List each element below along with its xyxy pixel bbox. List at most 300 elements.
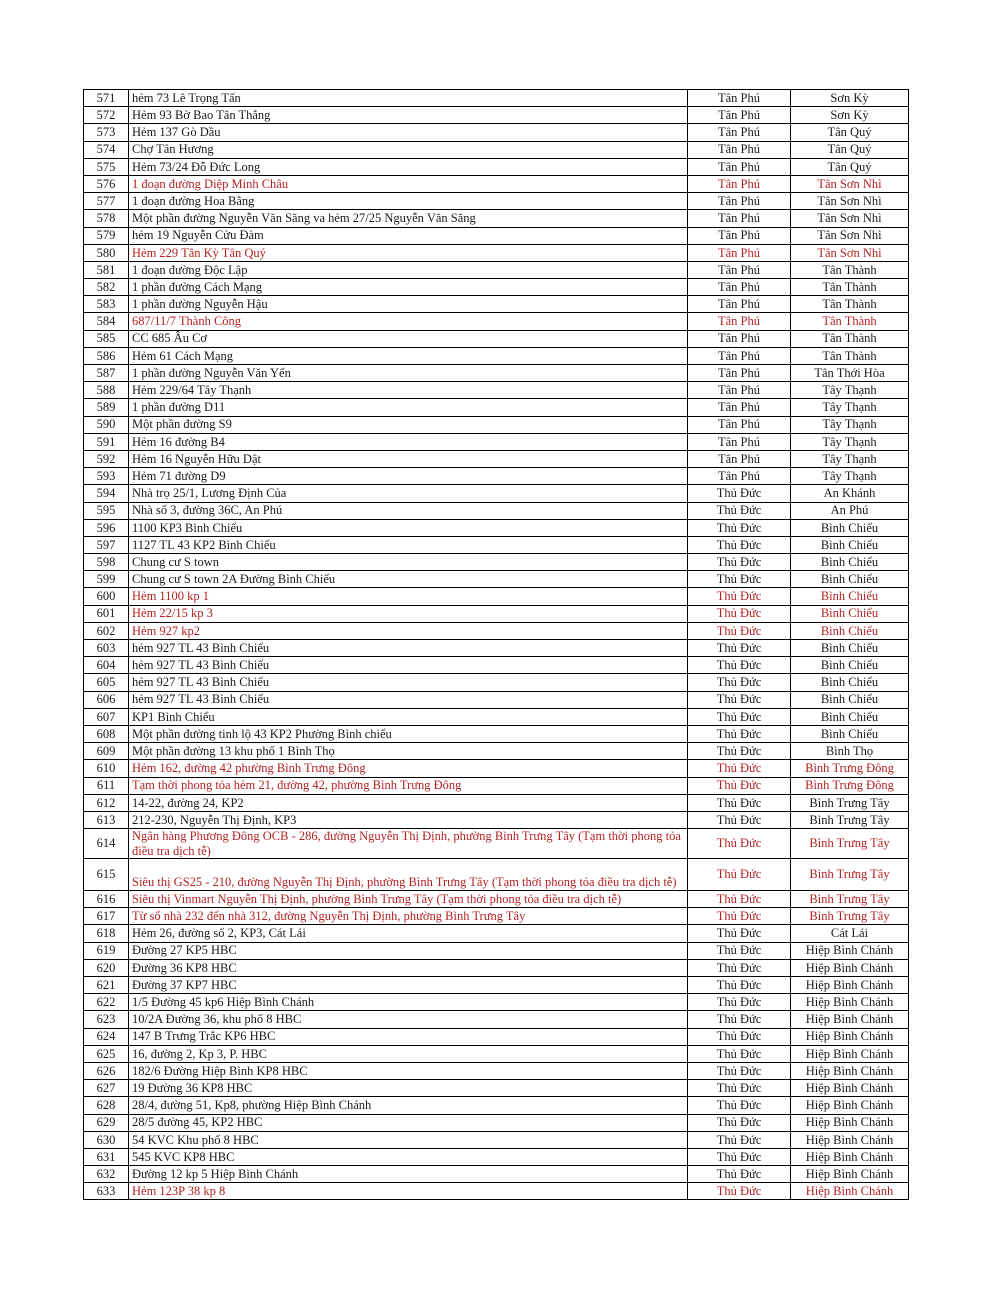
- ward-cell: Tân Thành: [791, 261, 909, 278]
- district-cell: Thủ Đức: [688, 691, 791, 708]
- row-number-cell: 614: [84, 829, 129, 859]
- district-cell: Thủ Đức: [688, 1011, 791, 1028]
- table-row: [84, 708, 909, 725]
- row-number-cell: 587: [84, 365, 129, 382]
- ward-cell: Hiệp Bình Chánh: [791, 1011, 909, 1028]
- location-cell: Hẻm 162, đường 42 phường Bình Trưng Đông: [129, 760, 688, 777]
- ward-cell: Tân Sơn Nhì: [791, 227, 909, 244]
- district-cell: Tân Phú: [688, 399, 791, 416]
- location-cell: hẻm 927 TL 43 Bình Chiểu: [129, 657, 688, 674]
- location-cell: 1100 KP3 Bình Chiểu: [129, 519, 688, 536]
- location-cell: Hẻm 123P 38 kp 8: [129, 1183, 688, 1200]
- row-number-cell: 621: [84, 977, 129, 994]
- district-cell: Thủ Đức: [688, 708, 791, 725]
- row-number-cell: 630: [84, 1131, 129, 1148]
- location-cell: 545 KVC KP8 HBC: [129, 1148, 688, 1165]
- quarantine-locations-table: [83, 89, 909, 1200]
- location-cell: Một phần đường Nguyễn Văn Săng va hẻm 27/25 Nguyễn Văn Săng: [129, 210, 688, 227]
- district-cell: Tân Phú: [688, 124, 791, 141]
- table-row: [84, 691, 909, 708]
- district-cell: Thủ Đức: [688, 743, 791, 760]
- location-cell: Đường 27 KP5 HBC: [129, 942, 688, 959]
- table-row: [84, 107, 909, 124]
- district-cell: Tân Phú: [688, 90, 791, 107]
- table-row: [84, 925, 909, 942]
- table-row: [84, 175, 909, 192]
- table-row: [84, 502, 909, 519]
- ward-cell: Bình Trưng Tây: [791, 891, 909, 908]
- ward-cell: Bình Chiểu: [791, 588, 909, 605]
- row-number-cell: 600: [84, 588, 129, 605]
- table-row: [84, 674, 909, 691]
- ward-cell: Hiệp Bình Chánh: [791, 1045, 909, 1062]
- ward-cell: Tân Sơn Nhì: [791, 244, 909, 261]
- location-cell: Hẻm 26, đường số 2, KP3, Cát Lái: [129, 925, 688, 942]
- row-number-cell: 584: [84, 313, 129, 330]
- district-cell: Thủ Đức: [688, 674, 791, 691]
- location-cell: Hẻm 61 Cách Mạng: [129, 347, 688, 364]
- row-number-cell: 590: [84, 416, 129, 433]
- table-row: [84, 811, 909, 828]
- row-number-cell: 582: [84, 279, 129, 296]
- row-number-cell: 575: [84, 158, 129, 175]
- row-number-cell: 616: [84, 891, 129, 908]
- location-cell: Hẻm 73/24 Đỗ Đức Long: [129, 158, 688, 175]
- table-row: [84, 485, 909, 502]
- table-row: [84, 760, 909, 777]
- ward-cell: Bình Chiểu: [791, 725, 909, 742]
- row-number-cell: 586: [84, 347, 129, 364]
- table-row: [84, 1183, 909, 1200]
- ward-cell: Hiệp Bình Chánh: [791, 1183, 909, 1200]
- district-cell: Thủ Đức: [688, 622, 791, 639]
- ward-cell: Tây Thạnh: [791, 450, 909, 467]
- table-row: [84, 399, 909, 416]
- table-row: [84, 794, 909, 811]
- table-row: [84, 891, 909, 908]
- location-cell: hẻm 73 Lê Trọng Tấn: [129, 90, 688, 107]
- district-cell: Tân Phú: [688, 313, 791, 330]
- table-row: [84, 141, 909, 158]
- location-cell: Hẻm 16 Nguyễn Hữu Dật: [129, 450, 688, 467]
- location-cell: Đường 36 KP8 HBC: [129, 959, 688, 976]
- district-cell: Tân Phú: [688, 227, 791, 244]
- row-number-cell: 574: [84, 141, 129, 158]
- district-cell: Thủ Đức: [688, 1183, 791, 1200]
- location-cell: 1 phần đường D11: [129, 399, 688, 416]
- district-cell: Thủ Đức: [688, 485, 791, 502]
- row-number-cell: 603: [84, 640, 129, 657]
- row-number-cell: 599: [84, 571, 129, 588]
- row-number-cell: 610: [84, 760, 129, 777]
- location-cell: Chung cư S town 2A Đường Bình Chiểu: [129, 571, 688, 588]
- table-row: [84, 90, 909, 107]
- district-cell: Thủ Đức: [688, 1028, 791, 1045]
- row-number-cell: 631: [84, 1148, 129, 1165]
- location-cell: 212-230, Nguyễn Thị Định, KP3: [129, 811, 688, 828]
- ward-cell: Bình Chiểu: [791, 571, 909, 588]
- location-cell: 1/5 Đường 45 kp6 Hiệp Bình Chánh: [129, 994, 688, 1011]
- row-number-cell: 617: [84, 908, 129, 925]
- location-cell: Một phần đường S9: [129, 416, 688, 433]
- district-cell: Tân Phú: [688, 175, 791, 192]
- table-row: [84, 554, 909, 571]
- ward-cell: Tân Sơn Nhì: [791, 175, 909, 192]
- row-number-cell: 612: [84, 794, 129, 811]
- ward-cell: Bình Chiểu: [791, 708, 909, 725]
- table-row: [84, 210, 909, 227]
- location-cell: Siêu thị Vinmart Nguyễn Thị Định, phường Bình Trưng Tây (Tạm thời phong tỏa điều tra dịch tễ): [129, 891, 688, 908]
- district-cell: Tân Phú: [688, 244, 791, 261]
- ward-cell: Tân Thành: [791, 330, 909, 347]
- ward-cell: Bình Chiểu: [791, 519, 909, 536]
- location-cell: 28/4, đường 51, Kp8, phường Hiệp Bình Chánh: [129, 1097, 688, 1114]
- district-cell: Tân Phú: [688, 261, 791, 278]
- ward-cell: Hiệp Bình Chánh: [791, 1097, 909, 1114]
- row-number-cell: 609: [84, 743, 129, 760]
- location-cell: 182/6 Đường Hiệp Bình KP8 HBC: [129, 1062, 688, 1079]
- row-number-cell: 611: [84, 777, 129, 794]
- table-row: [84, 777, 909, 794]
- table-row: [84, 605, 909, 622]
- row-number-cell: 626: [84, 1062, 129, 1079]
- district-cell: Tân Phú: [688, 330, 791, 347]
- table-row: [84, 158, 909, 175]
- location-cell: Từ số nhà 232 đến nhà 312, đường Nguyễn Thị Định, phường Bình Trưng Tây: [129, 908, 688, 925]
- district-cell: Thủ Đức: [688, 994, 791, 1011]
- row-number-cell: 619: [84, 942, 129, 959]
- district-cell: Thủ Đức: [688, 640, 791, 657]
- location-cell: Hẻm 229/64 Tây Thạnh: [129, 382, 688, 399]
- ward-cell: Hiệp Bình Chánh: [791, 1148, 909, 1165]
- location-cell: 10/2A Đường 36, khu phố 8 HBC: [129, 1011, 688, 1028]
- location-cell: Chung cư S town: [129, 554, 688, 571]
- table-row: [84, 536, 909, 553]
- ward-cell: Cát Lái: [791, 925, 909, 942]
- table-row: [84, 296, 909, 313]
- location-cell: CC 685 Âu Cơ: [129, 330, 688, 347]
- district-cell: Thủ Đức: [688, 777, 791, 794]
- location-cell: 1 đoạn đường Độc Lập: [129, 261, 688, 278]
- row-number-cell: 578: [84, 210, 129, 227]
- district-cell: Thủ Đức: [688, 925, 791, 942]
- ward-cell: Hiệp Bình Chánh: [791, 1080, 909, 1097]
- district-cell: Tân Phú: [688, 158, 791, 175]
- district-cell: Thủ Đức: [688, 725, 791, 742]
- table-row: [84, 450, 909, 467]
- ward-cell: Hiệp Bình Chánh: [791, 977, 909, 994]
- ward-cell: Bình Trưng Tây: [791, 829, 909, 859]
- district-cell: Tân Phú: [688, 107, 791, 124]
- location-cell: Nhà trọ 25/1, Lương Định Của: [129, 485, 688, 502]
- ward-cell: Bình Chiểu: [791, 554, 909, 571]
- table-row: [84, 1080, 909, 1097]
- table-row: [84, 994, 909, 1011]
- location-cell: Siêu thị GS25 - 210, đường Nguyễn Thị Định, phường Bình Trưng Tây (Tạm thời phong tỏa điều tra dịch tễ): [129, 859, 688, 891]
- district-cell: Thủ Đức: [688, 536, 791, 553]
- table-body: [84, 90, 909, 1200]
- table-row: [84, 1148, 909, 1165]
- district-cell: Tân Phú: [688, 193, 791, 210]
- district-cell: Thủ Đức: [688, 1148, 791, 1165]
- row-number-cell: 579: [84, 227, 129, 244]
- table-row: [84, 124, 909, 141]
- row-number-cell: 601: [84, 605, 129, 622]
- table-row: [84, 279, 909, 296]
- row-number-cell: 580: [84, 244, 129, 261]
- ward-cell: Tây Thạnh: [791, 399, 909, 416]
- district-cell: Tân Phú: [688, 141, 791, 158]
- location-cell: Hẻm 229 Tân Kỳ Tân Quý: [129, 244, 688, 261]
- table-row: [84, 977, 909, 994]
- ward-cell: Hiệp Bình Chánh: [791, 1028, 909, 1045]
- location-cell: 1 phần đường Nguyễn Hậu: [129, 296, 688, 313]
- ward-cell: Tân Sơn Nhì: [791, 193, 909, 210]
- location-cell: 54 KVC Khu phố 8 HBC: [129, 1131, 688, 1148]
- row-number-cell: 632: [84, 1166, 129, 1183]
- ward-cell: Bình Chiểu: [791, 536, 909, 553]
- row-number-cell: 615: [84, 859, 129, 891]
- table-row: [84, 261, 909, 278]
- district-cell: Tân Phú: [688, 347, 791, 364]
- ward-cell: Hiệp Bình Chánh: [791, 1114, 909, 1131]
- ward-cell: Hiệp Bình Chánh: [791, 959, 909, 976]
- location-cell: Tạm thời phong tỏa hẻm 21, đường 42, phường Bình Trưng Đông: [129, 777, 688, 794]
- row-number-cell: 604: [84, 657, 129, 674]
- location-cell: 28/5 đường 45, KP2 HBC: [129, 1114, 688, 1131]
- ward-cell: Hiệp Bình Chánh: [791, 942, 909, 959]
- location-cell: 1 phần đường Nguyễn Văn Yến: [129, 365, 688, 382]
- table-row: [84, 588, 909, 605]
- row-number-cell: 577: [84, 193, 129, 210]
- table-row: [84, 1131, 909, 1148]
- table-row: [84, 1097, 909, 1114]
- table-row: [84, 908, 909, 925]
- location-cell: 19 Đường 36 KP8 HBC: [129, 1080, 688, 1097]
- ward-cell: Bình Trưng Tây: [791, 908, 909, 925]
- ward-cell: Sơn Kỳ: [791, 107, 909, 124]
- table-row: [84, 1045, 909, 1062]
- row-number-cell: 596: [84, 519, 129, 536]
- district-cell: Thủ Đức: [688, 891, 791, 908]
- ward-cell: Bình Chiểu: [791, 640, 909, 657]
- location-cell: Hẻm 93 Bờ Bao Tân Thắng: [129, 107, 688, 124]
- ward-cell: Hiệp Bình Chánh: [791, 1166, 909, 1183]
- table-row: [84, 571, 909, 588]
- ward-cell: Tân Thành: [791, 279, 909, 296]
- ward-cell: Tân Quý: [791, 141, 909, 158]
- table-row: [84, 416, 909, 433]
- row-number-cell: 628: [84, 1097, 129, 1114]
- table-row: [84, 1011, 909, 1028]
- location-cell: Đường 12 kp 5 Hiệp Bình Chánh: [129, 1166, 688, 1183]
- district-cell: Tân Phú: [688, 279, 791, 296]
- ward-cell: Tân Thới Hòa: [791, 365, 909, 382]
- district-cell: Tân Phú: [688, 296, 791, 313]
- row-number-cell: 593: [84, 468, 129, 485]
- ward-cell: Bình Chiểu: [791, 691, 909, 708]
- row-number-cell: 598: [84, 554, 129, 571]
- district-cell: Thủ Đức: [688, 959, 791, 976]
- table-row: [84, 859, 909, 891]
- table-row: [84, 468, 909, 485]
- district-cell: Thủ Đức: [688, 760, 791, 777]
- table-row: [84, 829, 909, 859]
- row-number-cell: 591: [84, 433, 129, 450]
- location-cell: 687/11/7 Thành Công: [129, 313, 688, 330]
- table-row: [84, 244, 909, 261]
- row-number-cell: 594: [84, 485, 129, 502]
- location-cell: hẻm 927 TL 43 Bình Chiểu: [129, 640, 688, 657]
- table-row: [84, 1062, 909, 1079]
- row-number-cell: 625: [84, 1045, 129, 1062]
- ward-cell: An Khánh: [791, 485, 909, 502]
- district-cell: Thủ Đức: [688, 554, 791, 571]
- table-row: [84, 519, 909, 536]
- row-number-cell: 620: [84, 959, 129, 976]
- table-row: [84, 1028, 909, 1045]
- table-row: [84, 622, 909, 639]
- location-cell: Một phần đường tinh lộ 43 KP2 Phường Bình chiểu: [129, 725, 688, 742]
- district-cell: Thủ Đức: [688, 1097, 791, 1114]
- district-cell: Tân Phú: [688, 468, 791, 485]
- ward-cell: Tân Sơn Nhì: [791, 210, 909, 227]
- district-cell: Thủ Đức: [688, 1062, 791, 1079]
- row-number-cell: 629: [84, 1114, 129, 1131]
- row-number-cell: 592: [84, 450, 129, 467]
- location-cell: Hẻm 16 đường B4: [129, 433, 688, 450]
- table-row: [84, 313, 909, 330]
- location-cell: hẻm 927 TL 43 Bình Chiểu: [129, 674, 688, 691]
- location-cell: Chợ Tân Hương: [129, 141, 688, 158]
- district-cell: Tân Phú: [688, 450, 791, 467]
- location-cell: Hẻm 927 kp2: [129, 622, 688, 639]
- row-number-cell: 581: [84, 261, 129, 278]
- row-number-cell: 589: [84, 399, 129, 416]
- district-cell: Tân Phú: [688, 433, 791, 450]
- ward-cell: Bình Trưng Tây: [791, 794, 909, 811]
- row-number-cell: 618: [84, 925, 129, 942]
- ward-cell: Hiệp Bình Chánh: [791, 994, 909, 1011]
- location-cell: Một phần đường 13 khu phố 1 Bình Thọ: [129, 743, 688, 760]
- ward-cell: Tân Thành: [791, 296, 909, 313]
- district-cell: Thủ Đức: [688, 942, 791, 959]
- location-cell: Hẻm 1100 kp 1: [129, 588, 688, 605]
- ward-cell: Bình Chiểu: [791, 605, 909, 622]
- table-row: [84, 193, 909, 210]
- location-cell: 1127 TL 43 KP2 Bình Chiểu: [129, 536, 688, 553]
- row-number-cell: 588: [84, 382, 129, 399]
- location-cell: Hẻm 71 đường D9: [129, 468, 688, 485]
- location-cell: Ngân hàng Phương Đông OCB - 286, đường Nguyễn Thị Định, phường Bình Trưng Tây (Tạm thời phong tỏa điều tra dịch tễ): [129, 829, 688, 859]
- location-cell: KP1 Bình Chiểu: [129, 708, 688, 725]
- district-cell: Thủ Đức: [688, 571, 791, 588]
- row-number-cell: 585: [84, 330, 129, 347]
- row-number-cell: 571: [84, 90, 129, 107]
- ward-cell: Tân Quý: [791, 124, 909, 141]
- district-cell: Thủ Đức: [688, 1131, 791, 1148]
- location-cell: hẻm 927 TL 43 Bình Chiểu: [129, 691, 688, 708]
- district-cell: Thủ Đức: [688, 908, 791, 925]
- location-cell: 1 phần đường Cách Mạng: [129, 279, 688, 296]
- district-cell: Tân Phú: [688, 382, 791, 399]
- district-cell: Tân Phú: [688, 416, 791, 433]
- row-number-cell: 607: [84, 708, 129, 725]
- row-number-cell: 608: [84, 725, 129, 742]
- district-cell: Thủ Đức: [688, 859, 791, 891]
- ward-cell: Hiệp Bình Chánh: [791, 1062, 909, 1079]
- ward-cell: Tây Thạnh: [791, 382, 909, 399]
- ward-cell: Bình Trưng Tây: [791, 811, 909, 828]
- ward-cell: Bình Trưng Đông: [791, 760, 909, 777]
- district-cell: Thủ Đức: [688, 519, 791, 536]
- district-cell: Tân Phú: [688, 365, 791, 382]
- ward-cell: Tân Thành: [791, 347, 909, 364]
- district-cell: Thủ Đức: [688, 1045, 791, 1062]
- row-number-cell: 595: [84, 502, 129, 519]
- district-cell: Thủ Đức: [688, 977, 791, 994]
- location-cell: Đường 37 KP7 HBC: [129, 977, 688, 994]
- table-row: [84, 942, 909, 959]
- row-number-cell: 576: [84, 175, 129, 192]
- row-number-cell: 597: [84, 536, 129, 553]
- table-row: [84, 1114, 909, 1131]
- district-cell: Thủ Đức: [688, 794, 791, 811]
- table-row: [84, 959, 909, 976]
- district-cell: Thủ Đức: [688, 1080, 791, 1097]
- district-cell: Thủ Đức: [688, 829, 791, 859]
- location-cell: 1 đoạn đường Hoa Bằng: [129, 193, 688, 210]
- row-number-cell: 605: [84, 674, 129, 691]
- ward-cell: Bình Trưng Đông: [791, 777, 909, 794]
- row-number-cell: 613: [84, 811, 129, 828]
- ward-cell: Tây Thạnh: [791, 416, 909, 433]
- table-row: [84, 657, 909, 674]
- row-number-cell: 624: [84, 1028, 129, 1045]
- district-cell: Thủ Đức: [688, 811, 791, 828]
- table-row: [84, 433, 909, 450]
- table-row: [84, 640, 909, 657]
- row-number-cell: 602: [84, 622, 129, 639]
- district-cell: Thủ Đức: [688, 605, 791, 622]
- location-cell: Hẻm 137 Gò Dầu: [129, 124, 688, 141]
- row-number-cell: 583: [84, 296, 129, 313]
- district-cell: Tân Phú: [688, 210, 791, 227]
- table-row: [84, 330, 909, 347]
- ward-cell: Bình Chiểu: [791, 622, 909, 639]
- table-row: [84, 382, 909, 399]
- location-cell: 1 đoạn đường Diệp Minh Châu: [129, 175, 688, 192]
- ward-cell: Bình Trưng Tây: [791, 859, 909, 891]
- ward-cell: Bình Chiểu: [791, 657, 909, 674]
- row-number-cell: 622: [84, 994, 129, 1011]
- location-cell: Nhà số 3, đường 36C, An Phú: [129, 502, 688, 519]
- ward-cell: Tân Thành: [791, 313, 909, 330]
- ward-cell: Hiệp Bình Chánh: [791, 1131, 909, 1148]
- row-number-cell: 572: [84, 107, 129, 124]
- district-cell: Thủ Đức: [688, 1114, 791, 1131]
- row-number-cell: 633: [84, 1183, 129, 1200]
- location-cell: 16, đường 2, Kp 3, P. HBC: [129, 1045, 688, 1062]
- table-row: [84, 725, 909, 742]
- row-number-cell: 623: [84, 1011, 129, 1028]
- row-number-cell: 627: [84, 1080, 129, 1097]
- ward-cell: Tây Thạnh: [791, 433, 909, 450]
- location-cell: hẻm 19 Nguyễn Cửu Đàm: [129, 227, 688, 244]
- table-row: [84, 227, 909, 244]
- table-row: [84, 365, 909, 382]
- district-cell: Thủ Đức: [688, 588, 791, 605]
